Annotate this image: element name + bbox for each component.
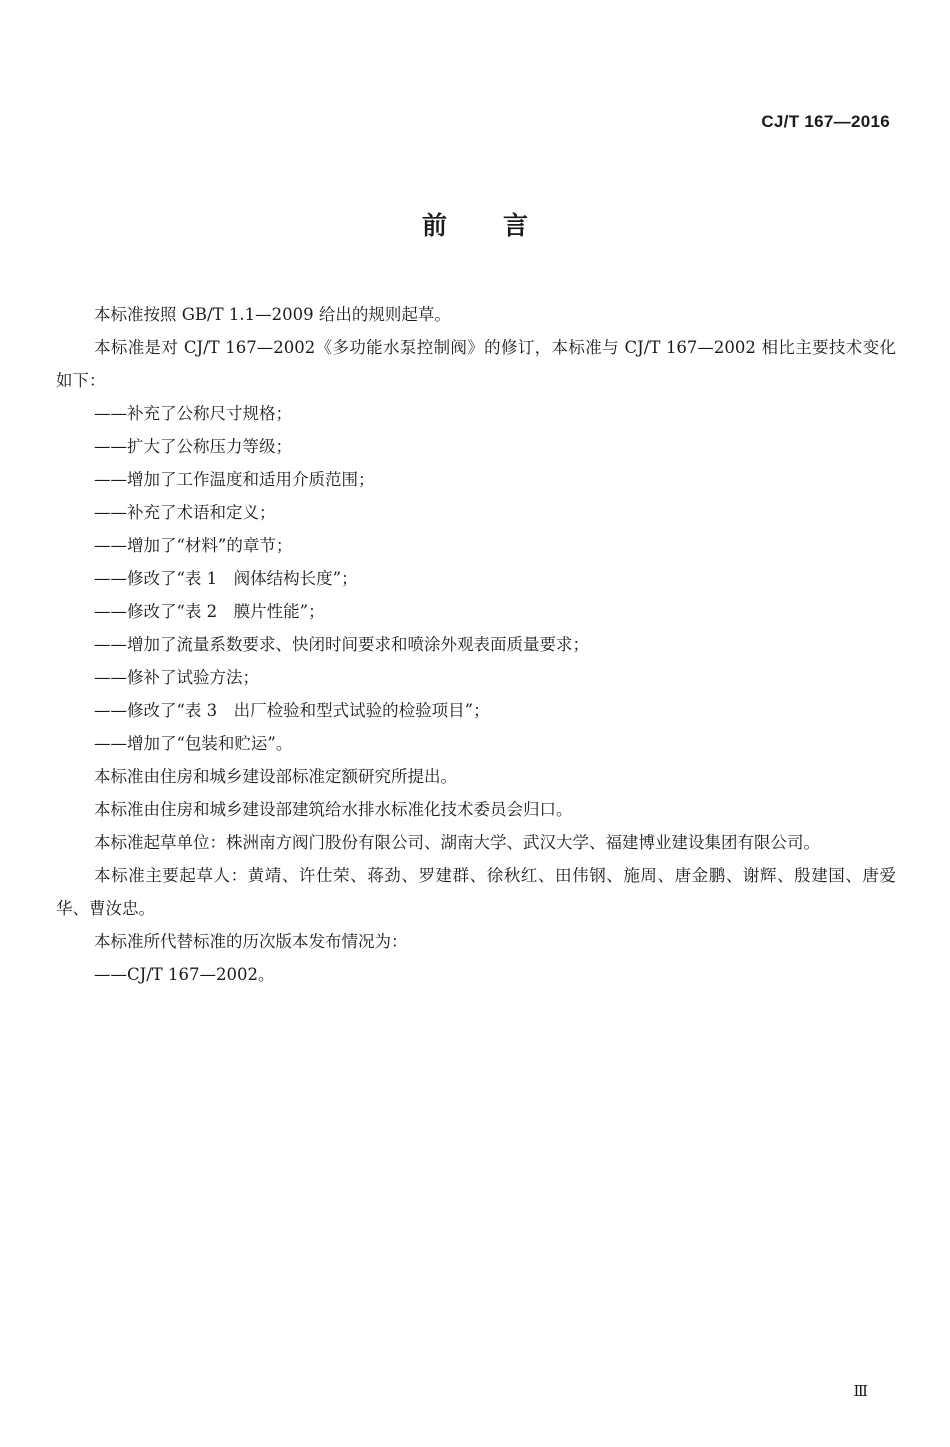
change-item: ——修改了“表 3 出厂检验和型式试验的检验项目”； (94, 701, 490, 720)
paragraph-committee: 本标准由住房和城乡建设部建筑给水排水标准化技术委员会归口。 (94, 800, 573, 819)
change-item: ——修改了“表 1 阀体结构长度”； (94, 569, 358, 588)
change-item: ——修补了试验方法； (94, 668, 259, 687)
change-item: ——修改了“表 2 膜片性能”； (94, 602, 325, 621)
paragraph-previous-editions: 本标准所代替标准的历次版本发布情况为： (94, 932, 408, 951)
paragraph-drafting-rules: 本标准按照 GB/T 1.1—2009 给出的规则起草。 (94, 305, 451, 324)
change-item: ——增加了工作温度和适用介质范围； (94, 470, 375, 489)
change-item: ——增加了流量系数要求、快闭时间要求和喷涂外观表面质量要求； (94, 635, 589, 654)
standard-code: CJ/T 167—2016 (761, 112, 890, 131)
paragraph-drafting-units: 本标准起草单位：株洲南方阀门股份有限公司、湖南大学、武汉大学、福建博业建设集团有限公司。 (94, 833, 820, 852)
change-item: ——补充了公称尺寸规格； (94, 404, 292, 423)
page-number: Ⅲ (853, 1382, 868, 1400)
previous-version-list (56, 958, 896, 991)
paragraph-drafters: 本标准主要起草人：黄靖、许仕荣、蒋劲、罗建群、徐秋红、田伟钢、施周、唐金鹏、谢辉、殷建国、唐爱华、曹汝忠。 (56, 866, 896, 918)
document-body (56, 298, 896, 991)
paragraph-proposer: 本标准由住房和城乡建设部标准定额研究所提出。 (94, 767, 457, 786)
change-item: ——增加了“包装和贮运”。 (94, 734, 293, 753)
change-list (56, 397, 896, 760)
change-item: ——扩大了公称压力等级； (94, 437, 292, 456)
paragraph-revision-intro: 本标准是对 CJ/T 167—2002《多功能水泵控制阀》的修订，本标准与 CJ/T 167—2002 相比主要技术变化如下： (56, 338, 896, 390)
previous-version-item: ——CJ/T 167—2002。 (94, 965, 275, 984)
change-item: ——增加了“材料”的章节； (94, 536, 293, 555)
page-title: 前言 (421, 211, 584, 240)
change-item: ——补充了术语和定义； (94, 503, 276, 522)
